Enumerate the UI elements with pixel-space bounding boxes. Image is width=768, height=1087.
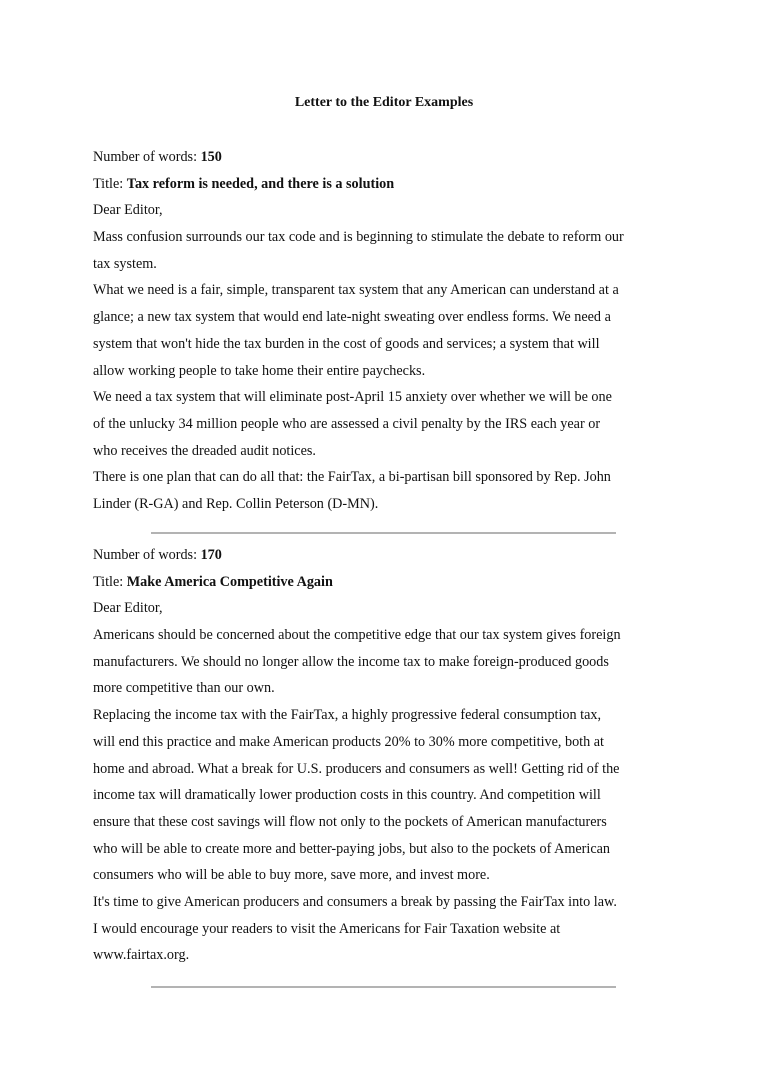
word-count — [93, 144, 693, 171]
salutation: Dear Editor, — [93, 202, 163, 219]
body-line: system that won't hide the tax burden in the cost of goods and services; a system that will — [93, 335, 600, 352]
section-divider — [151, 986, 616, 988]
word-count-label: Number of words: — [93, 149, 201, 165]
body-line: I would encourage your readers to visit the Americans for Fair Taxation website at — [93, 920, 561, 937]
word-count-value: 150 — [200, 149, 222, 165]
body-line: of the unlucky 34 million people who are assessed a civil penalty by the IRS each year or — [93, 415, 601, 432]
body-line: Linder (R-GA) and Rep. Collin Peterson (D-MN). — [93, 495, 379, 512]
body-line: What we need is a fair, simple, transparent tax system that any American can understand at a — [93, 282, 619, 299]
letter-title-label: Title: — [93, 573, 127, 590]
document-title: Letter to the Editor Examples — [294, 95, 474, 110]
body-line: manufacturers. We should no longer allow the income tax to make foreign-produced goods — [93, 653, 609, 670]
body-line: who will be able to create more and better-paying jobs, but also to the pockets of American — [93, 840, 611, 857]
body-line: glance; a new tax system that would end late-night sweating over endless forms. We need a — [93, 309, 611, 326]
body-line: www.fairtax.org. — [93, 947, 190, 964]
letter-title-label: Title: — [93, 175, 127, 192]
word-count-value: 170 — [200, 547, 222, 563]
body-line: allow working people to take home their entire paychecks. — [93, 362, 426, 379]
word-count — [93, 542, 693, 569]
body-line: income tax will dramatically lower production costs in this country. And competition will — [93, 787, 601, 804]
body-line: Replacing the income tax with the FairTax, a highly progressive federal consumption tax, — [93, 707, 602, 724]
word-count-label: Number of words: — [93, 547, 201, 563]
body-line: It's time to give American producers and consumers a break by passing the FairTax into law. — [93, 893, 617, 910]
salutation: Dear Editor, — [93, 600, 163, 617]
body-line: Mass confusion surrounds our tax code and is beginning to stimulate the debate to reform our — [93, 229, 624, 246]
section-divider — [151, 532, 616, 534]
body-line: We need a tax system that will eliminate post-April 15 anxiety over whether we will be one — [93, 389, 612, 406]
body-line: more competitive than our own. — [93, 680, 275, 697]
letter-title — [93, 569, 693, 596]
letter-title-value: Tax reform is needed, and there is a solution — [126, 175, 395, 192]
body-line: will end this practice and make American products 20% to 30% more competitive, both at — [93, 733, 604, 750]
body-line: Americans should be concerned about the competitive edge that our tax system gives foreign — [93, 627, 621, 644]
body-line: who receives the dreaded audit notices. — [93, 442, 316, 459]
letter-title-value: Make America Competitive Again — [126, 573, 333, 590]
body-line: home and abroad. What a break for U.S. producers and consumers as well! Getting rid of the — [93, 760, 620, 777]
body-line: consumers who will be able to buy more, save more, and invest more. — [93, 867, 490, 884]
letter-title — [93, 171, 693, 198]
body-line: There is one plan that can do all that: the FairTax, a bi-partisan bill sponsored by Rep. John — [93, 469, 611, 486]
body-line: tax system. — [93, 255, 157, 272]
body-line: ensure that these cost savings will flow not only to the pockets of American manufacturers — [93, 813, 607, 830]
letter-example-1 — [93, 144, 693, 518]
letter-example-2 — [93, 542, 693, 969]
